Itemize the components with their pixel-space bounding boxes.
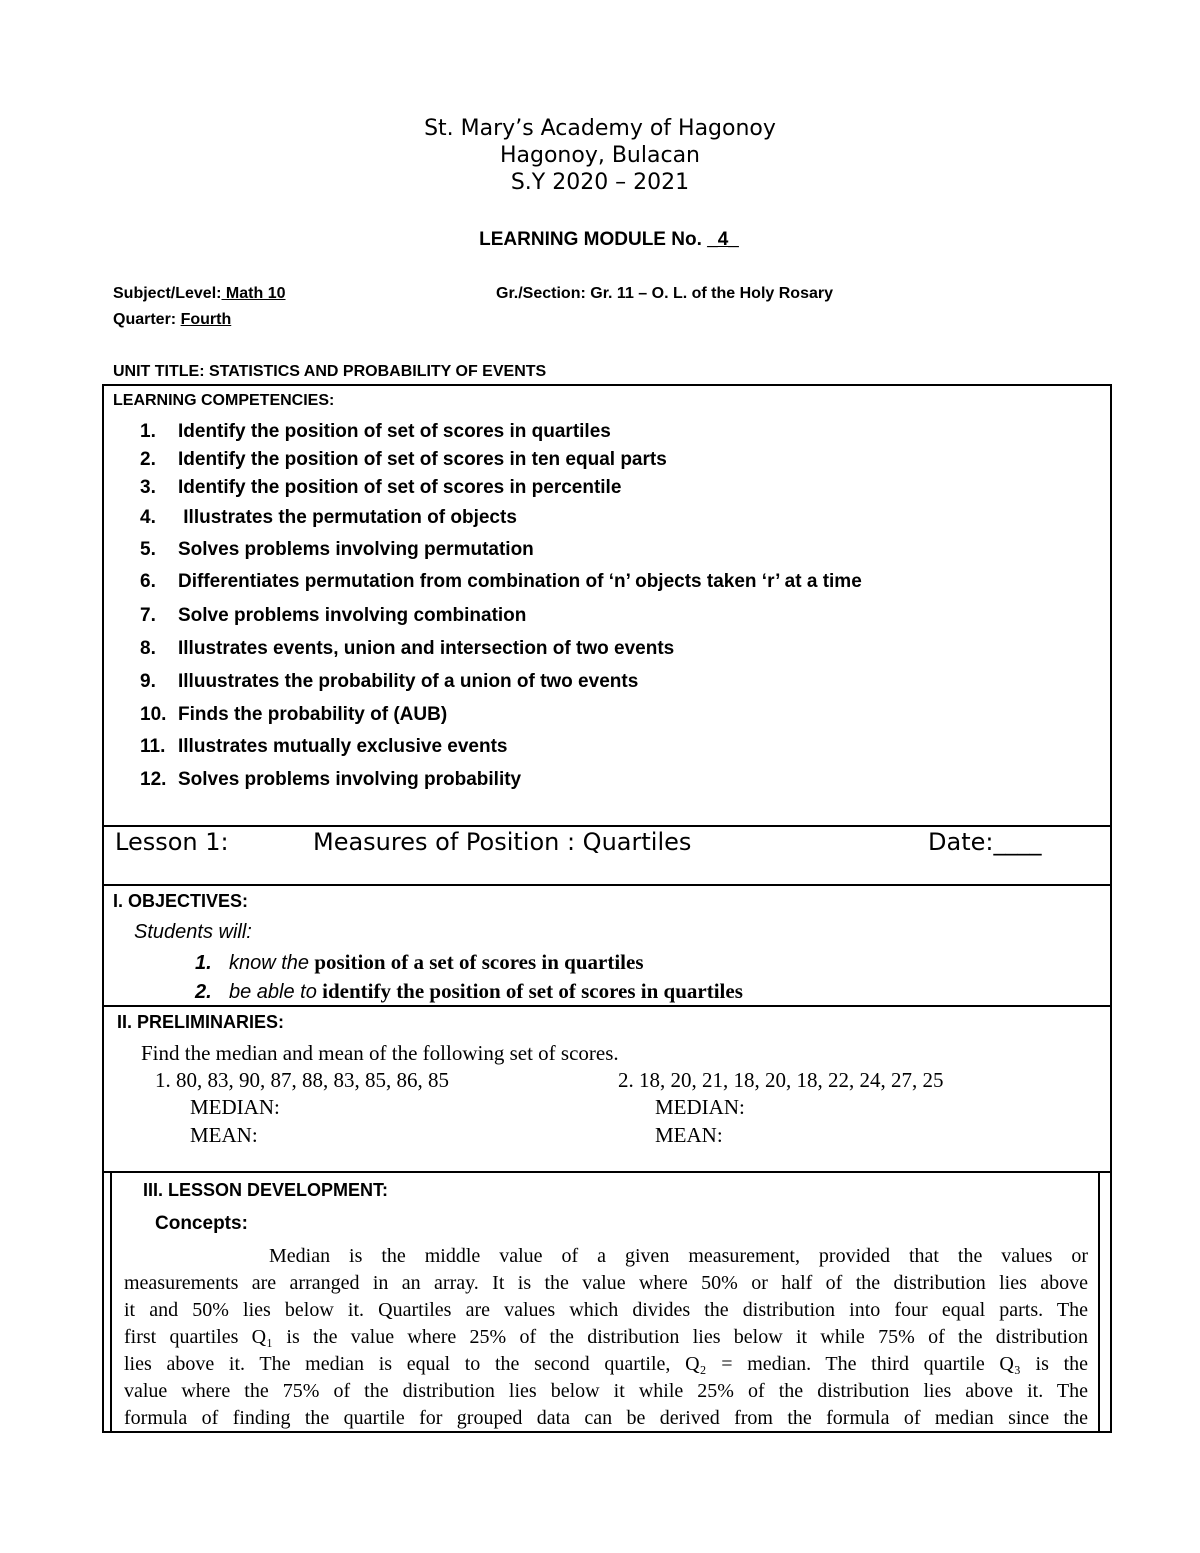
score-set-2: 2. 18, 20, 21, 18, 20, 18, 22, 24, 27, 25 [618, 1068, 944, 1092]
preliminaries-instruction: Find the median and mean of the following set of scores. [141, 1041, 619, 1065]
competency-item: 6. Differentiates permutation from combination of ‘n’ objects taken ‘r’ at a time [140, 571, 862, 592]
school-location: Hagonoy, Bulacan [499, 143, 700, 168]
competency-item: 10. Finds the probability of (AUB) [140, 704, 448, 725]
paragraph-line: formula of finding the quartile for grouped data can be derived from the formula of median since the [124, 1407, 1088, 1429]
competency-item: 7. Solve problems involving combination [140, 605, 527, 626]
module-number: _4_ [707, 229, 739, 250]
unit-title: UNIT TITLE: STATISTICS AND PROBABILITY OF EVENTS [113, 363, 547, 380]
lesson-title: Measures of Position : Quartiles [313, 828, 692, 856]
score-set-1: 1. 80, 83, 90, 87, 88, 83, 85, 86, 85 [155, 1068, 449, 1092]
inner-border-right [1098, 1173, 1100, 1431]
subject-value: Math 10 [221, 285, 286, 302]
module-title [0, 229, 1200, 251]
paragraph-line: Median is the middle value of a given measurement, provided that the values or [269, 1245, 1088, 1267]
objectives-heading: I. OBJECTIVES: [113, 891, 249, 911]
preliminaries-heading: II. PRELIMINARIES: [117, 1012, 285, 1032]
lesson-date: Date:____ [928, 828, 1042, 856]
paragraph-line: lies above it. The median is equal to the second quartile, Q₂ = median. The third quartile Q₃ is the [124, 1353, 1088, 1375]
competencies-heading: LEARNING COMPETENCIES: [113, 392, 335, 409]
paragraph-line: value where the 75% of the distribution lies below it while 25% of the distribution lies above it. The [124, 1380, 1088, 1402]
competency-item: 5. Solves problems involving permutation [140, 539, 534, 560]
score-set-2-median: MEDIAN: [655, 1095, 745, 1119]
objective-item: 2. be able to identify the position of set of scores in quartiles [195, 979, 743, 1003]
score-set-1-mean: MEAN: [190, 1123, 258, 1147]
lesson-label: Lesson 1: [115, 828, 229, 856]
lesson-development-heading: III. LESSON DEVELOPMENT: [143, 1180, 389, 1200]
objectives-intro: Students will: [134, 921, 252, 943]
competency-item: 9. Illuustrates the probability of a union of two events [140, 671, 639, 692]
subject-label: Subject/Level: [113, 285, 222, 302]
score-set-2-mean: MEAN: [655, 1123, 723, 1147]
quarter-label: Quarter: [113, 311, 177, 328]
concepts-paragraph [124, 1243, 1088, 1432]
module-title-prefix: LEARNING MODULE No. [479, 229, 702, 250]
quarter-value: Fourth [180, 311, 232, 328]
subject-level [113, 285, 286, 303]
competency-item: 2. Identify the position of set of scores in ten equal parts [140, 449, 667, 470]
objective-item: 1. know the position of a set of scores in quartiles [195, 950, 644, 974]
paragraph-line: measurements are arranged in an array. It is the value where 50% or half of the distribution lies above [124, 1272, 1088, 1294]
competency-item: 11. Illustrates mutually exclusive events [140, 736, 508, 757]
paragraph-line: first quartiles Q₁ is the value where 25% of the distribution lies below it while 75% of the distribution [124, 1326, 1088, 1348]
competency-item: 3. Identify the position of set of scores in percentile [140, 477, 622, 498]
score-set-1-median: MEDIAN: [190, 1095, 280, 1119]
school-year: S.Y 2020 – 2021 [510, 170, 690, 195]
concepts-label: Concepts: [155, 1213, 248, 1234]
grade-section: Gr./Section: Gr. 11 – O. L. of the Holy Rosary [496, 285, 833, 302]
paragraph-line: it and 50% lies below it. Quartiles are values which divides the distribution into four equal parts. The [124, 1299, 1088, 1321]
competency-item: 12. Solves problems involving probability [140, 769, 522, 790]
competency-item: 8. Illustrates events, union and intersection of two events [140, 638, 675, 659]
inner-border-left [110, 1173, 112, 1431]
competency-item: 1. Identify the position of set of scores in quartiles [140, 421, 611, 442]
quarter [113, 311, 231, 329]
competency-item: 4. Illustrates the permutation of objects [140, 507, 517, 528]
school-name: St. Mary’s Academy of Hagonoy [424, 116, 776, 141]
